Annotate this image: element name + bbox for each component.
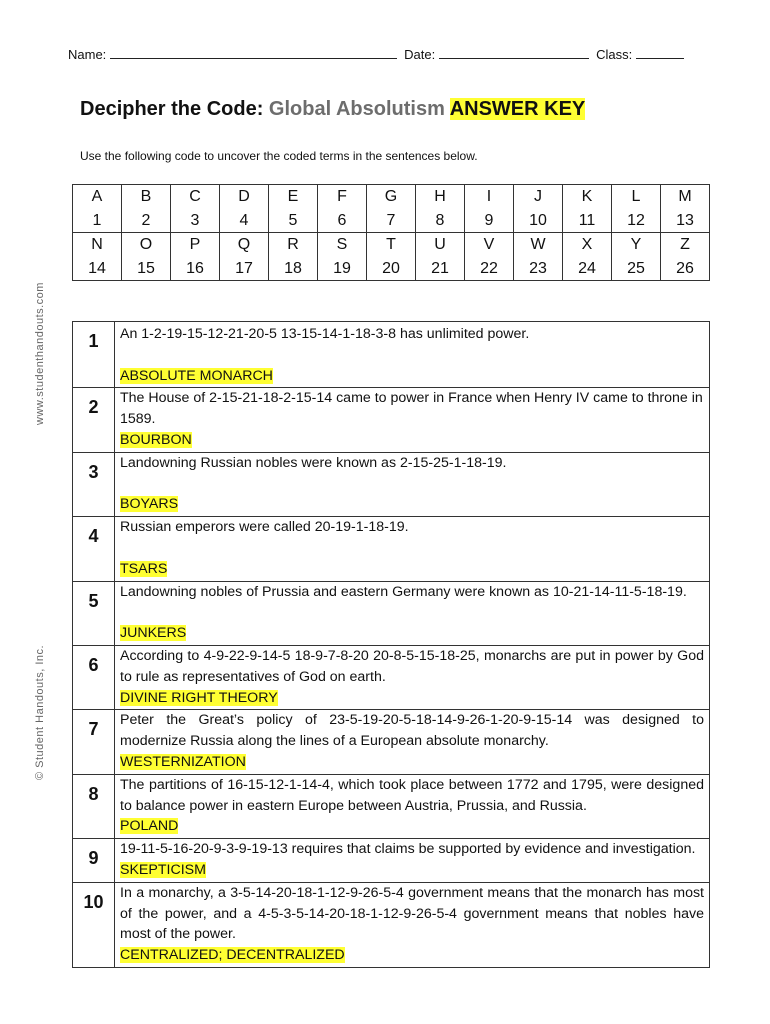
question-row <box>73 322 710 388</box>
cipher-row-a-m <box>73 185 710 233</box>
answer-text: TSARS <box>120 560 168 577</box>
cipher-cell: O 15 <box>122 233 171 281</box>
question-row <box>73 452 710 516</box>
answer-text: DIVINE RIGHT THEORY <box>120 689 278 706</box>
answer-text: SKEPTICISM <box>120 861 206 878</box>
question-text: The partitions of 16-15-12-1-14-4, which took place between 1772 and 1795, were designed to balance power in eastern Europe between Austria, Prussia, and Russia. <box>120 776 704 814</box>
cipher-cell: F 6 <box>318 185 367 233</box>
cipher-cell: X 24 <box>563 233 612 281</box>
answer-text: BOURBON <box>120 431 192 448</box>
cipher-cell: C 3 <box>171 185 220 233</box>
question-number: 2 <box>73 388 115 452</box>
cipher-cell: Q 17 <box>220 233 269 281</box>
question-text: Landowning Russian nobles were known as 2-15-25-1-18-19. <box>120 454 507 471</box>
question-number: 8 <box>73 774 115 838</box>
cipher-cell: T 20 <box>367 233 416 281</box>
cipher-cell: Y 25 <box>612 233 661 281</box>
question-cell <box>115 710 710 774</box>
cipher-cell: H 8 <box>416 185 465 233</box>
cipher-cell: E 5 <box>269 185 318 233</box>
question-row <box>73 517 710 581</box>
date-label: Date: <box>404 47 436 62</box>
question-text: In a monarchy, a 3-5-14-20-18-1-12-9-26-5-4 government means that the monarch has most of the power, and a 4-5-3-5-14-20-18-1-12-9-26-5-4 government means that nobles have most of the power. <box>120 884 704 943</box>
question-cell <box>115 581 710 645</box>
answer-text: ABSOLUTE MONARCH <box>120 367 273 384</box>
question-row <box>73 388 710 452</box>
question-row <box>73 774 710 838</box>
answer-text: WESTERNIZATION <box>120 753 246 770</box>
answer-text: BOYARS <box>120 496 179 513</box>
cipher-row-n-z <box>73 233 710 281</box>
question-cell <box>115 452 710 516</box>
question-row <box>73 710 710 774</box>
title-subject: Global Absolutism <box>268 98 445 120</box>
question-number: 9 <box>73 839 115 883</box>
class-blank <box>636 46 684 59</box>
question-cell <box>115 645 710 709</box>
cipher-cell: N 14 <box>73 233 122 281</box>
question-text: The House of 2-15-21-18-2-15-14 came to power in France when Henry IV came to throne in 1589. <box>120 390 703 428</box>
question-cell <box>115 882 710 967</box>
cipher-cell: S 19 <box>318 233 367 281</box>
cipher-cell: K 11 <box>563 185 612 233</box>
cipher-cell: Z 26 <box>661 233 710 281</box>
cipher-cell: J 10 <box>514 185 563 233</box>
date-blank <box>439 46 589 59</box>
cipher-cell: M 13 <box>661 185 710 233</box>
title-main: Decipher the Code: <box>80 98 264 120</box>
answer-text: JUNKERS <box>120 625 187 642</box>
question-text: Peter the Great’s policy of 23-5-19-20-5-18-14-9-26-1-20-9-15-14 was designed to modernize Russia along the lines of a European absolute monarchy. <box>120 712 704 750</box>
page-title <box>80 98 585 121</box>
cipher-cell: A 1 <box>73 185 122 233</box>
question-number: 3 <box>73 452 115 516</box>
cipher-cell: W 23 <box>514 233 563 281</box>
question-number: 7 <box>73 710 115 774</box>
question-row <box>73 839 710 883</box>
question-row <box>73 882 710 967</box>
question-number: 10 <box>73 882 115 967</box>
class-label: Class: <box>596 47 633 62</box>
question-cell <box>115 839 710 883</box>
cipher-cell: I 9 <box>465 185 514 233</box>
header-fields <box>68 46 684 62</box>
question-cell <box>115 388 710 452</box>
question-row <box>73 645 710 709</box>
answer-text: POLAND <box>120 818 179 835</box>
name-label: Name: <box>68 47 107 62</box>
question-number: 5 <box>73 581 115 645</box>
cipher-cell: V 22 <box>465 233 514 281</box>
cipher-cell: D 4 <box>220 185 269 233</box>
answer-text: CENTRALIZED; DECENTRALIZED <box>120 947 345 964</box>
cipher-cell: L 12 <box>612 185 661 233</box>
question-row <box>73 581 710 645</box>
cipher-cell: B 2 <box>122 185 171 233</box>
question-cell <box>115 517 710 581</box>
question-cell <box>115 322 710 388</box>
questions-table <box>72 321 710 968</box>
cipher-table <box>72 184 710 281</box>
question-number: 4 <box>73 517 115 581</box>
name-blank <box>110 46 397 59</box>
question-text: According to 4-9-22-9-14-5 18-9-7-8-20 20-8-5-15-18-25, monarchs are put in power by God to rule as representatives of God on earth. <box>120 647 704 685</box>
cipher-cell: P 16 <box>171 233 220 281</box>
instructions: Use the following code to uncover the coded terms in the sentences below. <box>80 149 478 163</box>
cipher-cell: R 18 <box>269 233 318 281</box>
question-number: 1 <box>73 322 115 388</box>
cipher-cell: G 7 <box>367 185 416 233</box>
copyright-watermark: © Student Handouts, Inc. <box>34 644 46 780</box>
question-number: 6 <box>73 645 115 709</box>
cipher-cell: U 21 <box>416 233 465 281</box>
question-text: An 1-2-19-15-12-21-20-5 13-15-14-1-18-3-8 has unlimited power. <box>120 326 530 342</box>
question-cell <box>115 774 710 838</box>
question-text: Landowning nobles of Prussia and eastern Germany were known as 10-21-14-11-5-18-19. <box>120 583 687 600</box>
question-text: Russian emperors were called 20-19-1-18-19. <box>120 519 409 536</box>
answer-key-label: ANSWER KEY <box>449 98 586 120</box>
website-watermark: www.studenthandouts.com <box>34 282 46 425</box>
question-text: 19-11-5-16-20-9-3-9-19-13 requires that claims be supported by evidence and investigation. <box>120 841 696 858</box>
